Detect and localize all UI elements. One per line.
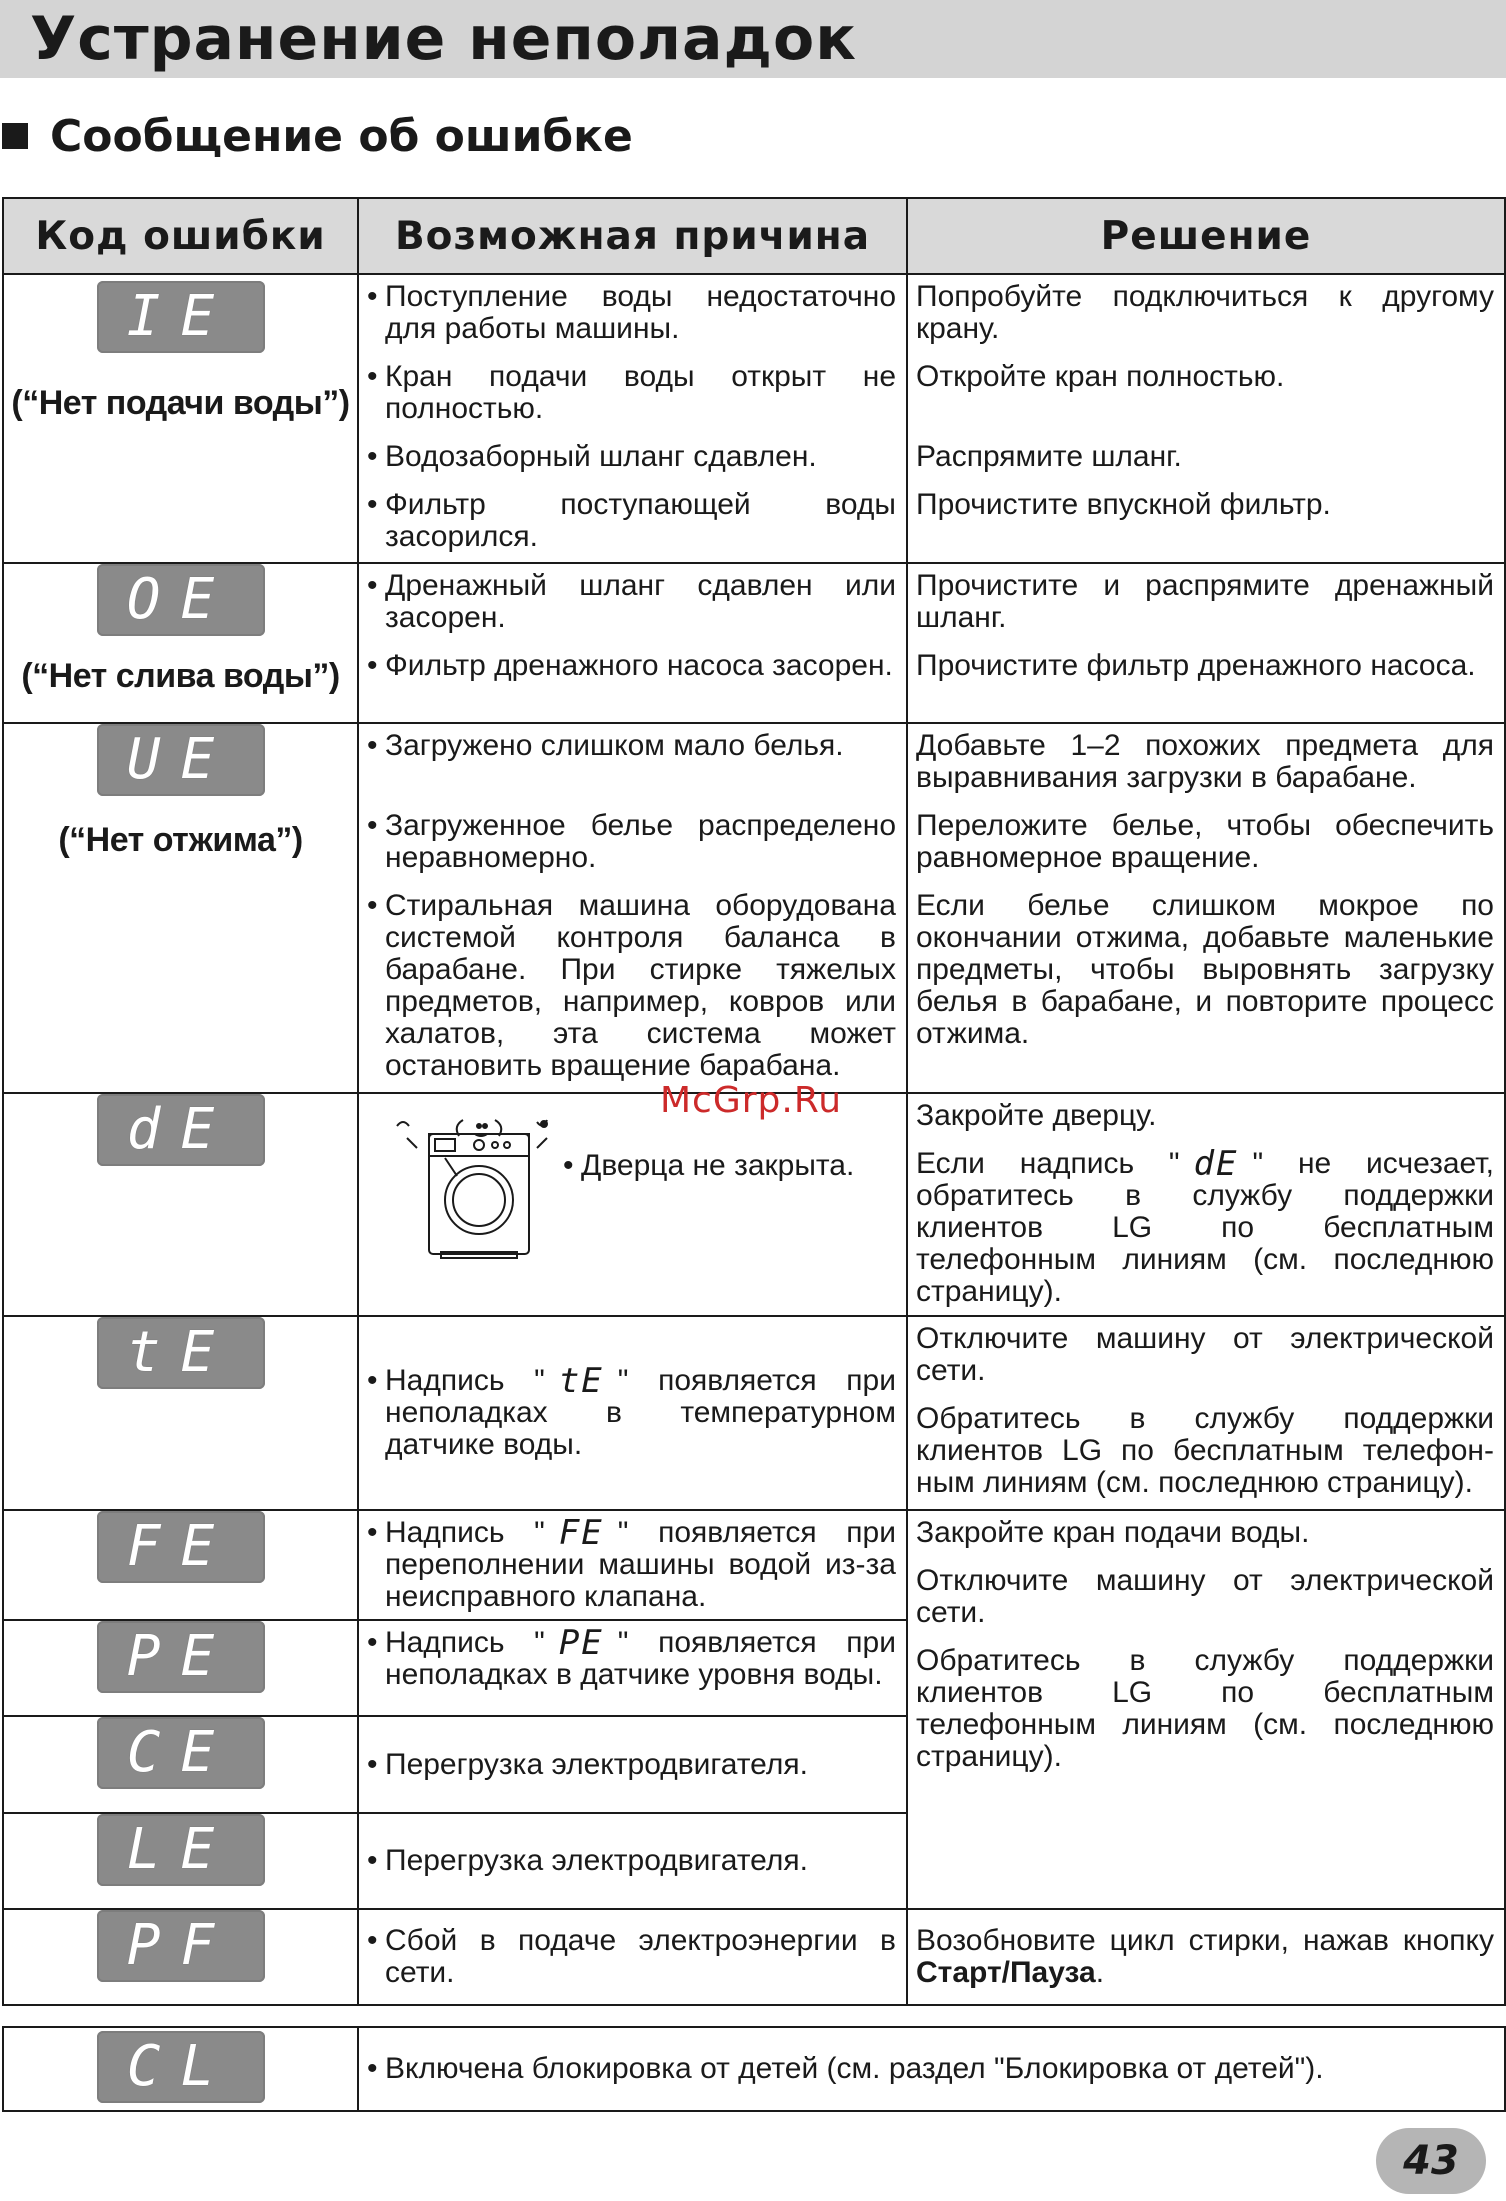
error-code-cell — [3, 1813, 358, 1909]
error-row-oe — [3, 563, 1505, 723]
error-display — [97, 1511, 265, 1583]
error-display — [97, 1910, 265, 1982]
cause-cell — [358, 1316, 907, 1510]
error-code: OE — [126, 567, 235, 632]
cause-item: • Дверца не закрыта. — [563, 1150, 854, 1182]
header-cause: Возможная причина — [358, 198, 907, 274]
cause-text: Надпись " — [385, 1626, 545, 1659]
error-row-de — [3, 1093, 1505, 1316]
watermark: McGrp.Ru — [660, 1080, 843, 1121]
solution-item: Откройте кран полностью. — [916, 360, 1285, 393]
solution-item: Попробуйте подключиться к другому крану. — [916, 280, 1494, 345]
page-title: Устранение неполадок — [30, 4, 857, 74]
error-code-cell — [3, 1620, 358, 1716]
error-display — [97, 2031, 265, 2103]
section-header — [0, 108, 633, 164]
cause-cell — [358, 1909, 907, 2005]
error-code: tE — [126, 1320, 235, 1385]
inline-error-code: dE — [1193, 1144, 1239, 1184]
solution-item: Если белье слишком мокрое по окончании отжима, добавьте маленькие предметы, чтобы выровнять загрузку белья в барабане, и повторите процесс отжима. — [916, 889, 1494, 1050]
solution-item: Переложите белье, чтобы обеспечить равномерное вращение. — [916, 809, 1494, 874]
error-code: IE — [126, 284, 235, 349]
cause-item: • Поступление воды недостаточно для работы машины. — [367, 281, 896, 345]
square-bullet-icon — [2, 123, 28, 149]
child-lock-table — [2, 2026, 1506, 2112]
error-display — [97, 1814, 265, 1886]
cause-item — [367, 1513, 896, 1613]
cause-text: " появляется при неполадках в датчике уровня воды. — [385, 1626, 896, 1691]
solution-text: . — [1095, 1956, 1105, 1989]
error-code-cell — [3, 1316, 358, 1510]
cause-item: • Загруженное белье распределено неравномерно. — [367, 810, 896, 874]
inline-error-code: FE — [558, 1513, 604, 1553]
cause-text: " появляется при неполадках в температурном датчике воды. — [385, 1364, 896, 1461]
solution-item: Отключите машину от электрической сети. — [916, 1564, 1494, 1629]
cause-cell — [358, 1813, 907, 1909]
solution-cell-shared — [907, 1510, 1505, 1909]
error-code: FE — [126, 1514, 235, 1579]
error-row-ie — [3, 274, 1505, 563]
cause-item: • Загружено слишком мало белья. — [367, 730, 896, 762]
header-solution: Решение — [907, 198, 1505, 274]
error-display — [97, 1621, 265, 1693]
cause-cell — [358, 1093, 907, 1316]
solution-item — [916, 1925, 1494, 1989]
inline-error-code: tE — [558, 1361, 604, 1401]
title-bar — [0, 0, 1506, 78]
error-code: dE — [126, 1097, 235, 1162]
error-code-cell — [3, 1909, 358, 2005]
solution-text: Возобновите цикл стирки, нажав кнопку — [916, 1924, 1494, 1957]
cause-item: • Включена блокировка от детей (см. раздел "Блокировка от детей"). — [367, 2052, 1494, 2086]
solution-item: Распрямите шланг. — [916, 440, 1182, 473]
solution-item: Прочистите и распрямите дренажный шланг. — [916, 569, 1494, 634]
error-display — [97, 724, 265, 796]
error-display — [97, 1094, 265, 1166]
cause-cell — [358, 2027, 1505, 2111]
washing-machine-door-open-icon — [387, 1112, 557, 1262]
solution-item: Отключите машину от электрической сети. — [916, 1322, 1494, 1387]
error-display — [97, 281, 265, 353]
cause-item: • Кран подачи воды открыт не полностью. — [367, 361, 896, 425]
solution-item: Обратитесь в службу поддержки клиентов LG по бесплатным телефонным линиям (см. последнюю страницу). — [916, 1644, 1494, 1773]
header-code: Код ошибки — [3, 198, 358, 274]
error-display — [97, 564, 265, 636]
cause-cell — [358, 1620, 907, 1716]
table-header-row — [3, 198, 1505, 274]
cause-item — [367, 1361, 896, 1461]
solution-item: Закройте дверцу. — [916, 1099, 1157, 1132]
cause-item: • Перегрузка электродвигателя. — [367, 1749, 896, 1781]
error-code-cell — [3, 1093, 358, 1316]
error-code-cell — [3, 723, 358, 1093]
error-code-cell — [3, 1716, 358, 1813]
error-code: CL — [126, 2033, 235, 2099]
error-label: (“Нет подачи воды”) — [11, 384, 350, 422]
cause-item — [367, 1623, 896, 1691]
cause-cell — [358, 274, 907, 563]
solution-item: Прочистите впускной фильтр. — [916, 488, 1331, 521]
error-display — [97, 1717, 265, 1789]
error-code: PF — [126, 1913, 235, 1978]
error-code-cell — [3, 2027, 358, 2111]
error-label: (“Нет слива воды”) — [21, 657, 340, 695]
solution-cell — [907, 1093, 1505, 1316]
error-row-fe — [3, 1510, 1505, 1620]
error-code-cell — [3, 563, 358, 723]
error-row-pf — [3, 1909, 1505, 2005]
error-code: PE — [126, 1624, 235, 1689]
cause-item: • Фильтр поступающей воды засорился. — [367, 489, 896, 553]
error-label: (“Нет отжима”) — [58, 821, 303, 859]
solution-text: " не исчезает, обратитесь в службу поддержки клиентов LG по бесплатным телефонным линиям (см. последнюю страницу). — [916, 1147, 1494, 1308]
error-code-cell — [3, 1510, 358, 1620]
solution-item: Прочистите фильтр дренажного насоса. — [916, 649, 1476, 682]
cause-item: • Перегрузка электродвигателя. — [367, 1845, 896, 1877]
solution-item — [916, 1144, 1494, 1308]
cause-item: • Фильтр дренажного насоса засорен. — [367, 650, 896, 682]
cause-cell — [358, 563, 907, 723]
error-row-cl — [3, 2027, 1505, 2111]
solution-cell — [907, 563, 1505, 723]
error-row-te — [3, 1316, 1505, 1510]
solution-item: Добавьте 1–2 похожих предмета для выравнивания загрузки в барабане. — [916, 729, 1494, 794]
error-code: UE — [126, 727, 235, 792]
error-code: CE — [126, 1720, 235, 1785]
cause-cell — [358, 1716, 907, 1813]
solution-cell — [907, 1316, 1505, 1510]
error-row-ue — [3, 723, 1505, 1093]
cause-text: Надпись " — [385, 1516, 545, 1549]
solution-cell — [907, 274, 1505, 563]
solution-item: Закройте кран подачи воды. — [916, 1516, 1310, 1549]
cause-text: " появляется при переполнении машины водой из-за неисправного клапана. — [385, 1516, 896, 1613]
cause-text: Надпись " — [385, 1364, 545, 1397]
cause-cell — [358, 1510, 907, 1620]
section-title: Сообщение об ошибке — [50, 110, 633, 162]
page-number: 43 — [1376, 2128, 1486, 2194]
inline-error-code: PE — [558, 1623, 604, 1663]
cause-item: • Водозаборный шланг сдавлен. — [367, 441, 896, 473]
cause-item: • Дренажный шланг сдавлен или засорен. — [367, 570, 896, 634]
error-display — [97, 1317, 265, 1389]
solution-cell — [907, 1909, 1505, 2005]
cause-item: • Сбой в подаче электроэнергии в сети. — [367, 1925, 896, 1989]
solution-item: Обратитесь в службу поддержки клиентов LG по бесплатным телефон-ным линиям (см. последнюю страницу). — [916, 1402, 1494, 1499]
cause-item: • Стиральная машина оборудована системой контроля баланса в барабане. При стирке тяжелых предметов, например, ковров или халатов, эта система может остановить вращение барабана. — [367, 890, 896, 1082]
solution-cell — [907, 723, 1505, 1093]
error-code-cell — [3, 274, 358, 563]
cause-cell — [358, 723, 907, 1093]
start-pause-label: Старт/Пауза — [916, 1956, 1096, 1989]
error-code: LE — [126, 1817, 235, 1882]
solution-text: Если надпись " — [916, 1147, 1180, 1180]
